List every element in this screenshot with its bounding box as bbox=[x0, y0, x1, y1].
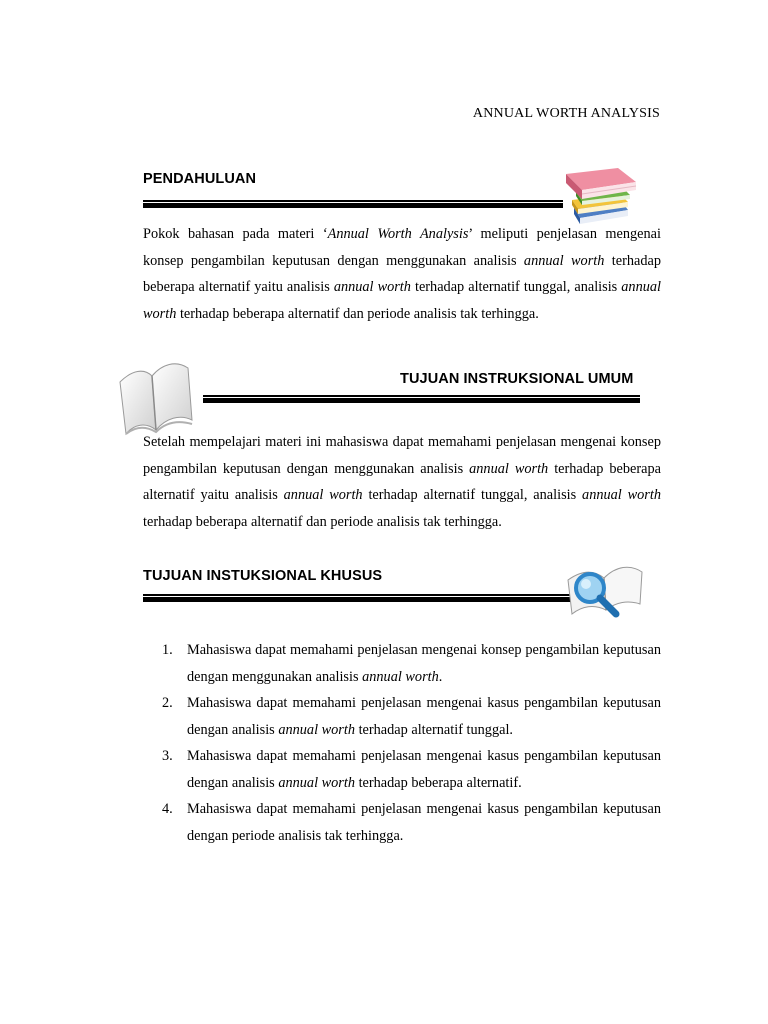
pendahuluan-paragraph bbox=[143, 221, 661, 327]
list-item-number: 2. bbox=[162, 695, 173, 711]
pendahuluan-text-4: terhadap alternatif tunggal, analisis bbox=[410, 279, 622, 295]
pendahuluan-text-5: terhadap beberapa alternatif dan periode analisis tak terhingga. bbox=[176, 305, 539, 322]
list-item-text: Mahasiswa dapat memahami penjelasan mengenai kasus pengambilan keputusan dengan periode analisis tak terhingga. bbox=[187, 801, 661, 844]
section-heading-tujuan-umum: TUJUAN INSTRUKSIONAL UMUM bbox=[400, 371, 634, 387]
pendahuluan-italic-4: annual worth bbox=[143, 279, 661, 322]
pendahuluan-text-3: terhadap beberapa alternatif yaitu analisis bbox=[143, 252, 661, 295]
tujuan-umum-italic-3: annual worth bbox=[582, 487, 661, 503]
pendahuluan-text-1: Pokok bahasan pada materi ‘ bbox=[143, 226, 328, 242]
tujuan-umum-paragraph bbox=[143, 429, 661, 535]
list-item-text-end: terhadap alternatif tunggal. bbox=[355, 721, 513, 738]
section-heading-tujuan-khusus: TUJUAN INSTUKSIONAL KHUSUS bbox=[143, 568, 383, 584]
tujuan-umum-text-3: terhadap alternatif tunggal, analisis bbox=[362, 487, 583, 503]
section-divider bbox=[203, 395, 640, 403]
magnifier-book-icon bbox=[564, 558, 646, 622]
list-item bbox=[162, 743, 661, 796]
document-title: ANNUAL WORTH ANALYSIS bbox=[472, 106, 660, 121]
section-divider bbox=[143, 594, 571, 602]
list-item-italic: annual worth bbox=[278, 774, 355, 791]
tujuan-umum-italic-2: annual worth bbox=[283, 487, 363, 503]
section-heading-pendahuluan: PENDAHULUAN bbox=[143, 171, 257, 187]
list-item-text: Mahasiswa dapat memahami penjelasan mengenai kasus pengambilan keputusan dengan analisis bbox=[187, 748, 661, 791]
list-item-number: 3. bbox=[162, 748, 173, 764]
section-divider bbox=[143, 200, 563, 208]
list-item bbox=[162, 637, 661, 690]
tujuan-umum-text-1: Setelah mempelajari materi ini mahasiswa dapat memahami penjelasan mengenai konsep pengambilan keputusan dengan menggunakan analisis bbox=[143, 434, 661, 477]
list-item-text-end: terhadap beberapa alternatif. bbox=[355, 774, 522, 791]
list-item-text: Mahasiswa dapat memahami penjelasan mengenai kasus pengambilan keputusan dengan analisis bbox=[187, 695, 661, 738]
tujuan-umum-text-4: terhadap beberapa alternatif dan periode analisis tak terhingga. bbox=[143, 513, 502, 530]
open-book-icon bbox=[114, 356, 196, 440]
list-item-italic: annual worth bbox=[278, 721, 355, 738]
list-item-text: Mahasiswa dapat memahami penjelasan mengenai konsep pengambilan keputusan dengan menggunakan analisis bbox=[187, 642, 661, 685]
pendahuluan-text-2: ’ meliputi penjelasan mengenai konsep pengambilan keputusan dengan menggunakan analisis bbox=[143, 226, 661, 269]
list-item bbox=[162, 690, 661, 743]
pendahuluan-italic-3: annual worth bbox=[333, 279, 411, 295]
list-item-italic: annual worth bbox=[362, 668, 439, 685]
list-item-number: 1. bbox=[162, 642, 173, 658]
list-item-text-end: . bbox=[438, 668, 443, 685]
pendahuluan-italic-1: Annual Worth Analysis bbox=[327, 226, 469, 242]
tujuan-umum-italic-1: annual worth bbox=[469, 460, 549, 477]
tujuan-umum-text-2: terhadap beberapa alternatif yaitu analisis bbox=[143, 460, 661, 503]
tujuan-khusus-list bbox=[162, 637, 661, 849]
list-item bbox=[162, 796, 661, 849]
list-item-number: 4. bbox=[162, 801, 173, 817]
pendahuluan-italic-2: annual worth bbox=[523, 252, 605, 269]
